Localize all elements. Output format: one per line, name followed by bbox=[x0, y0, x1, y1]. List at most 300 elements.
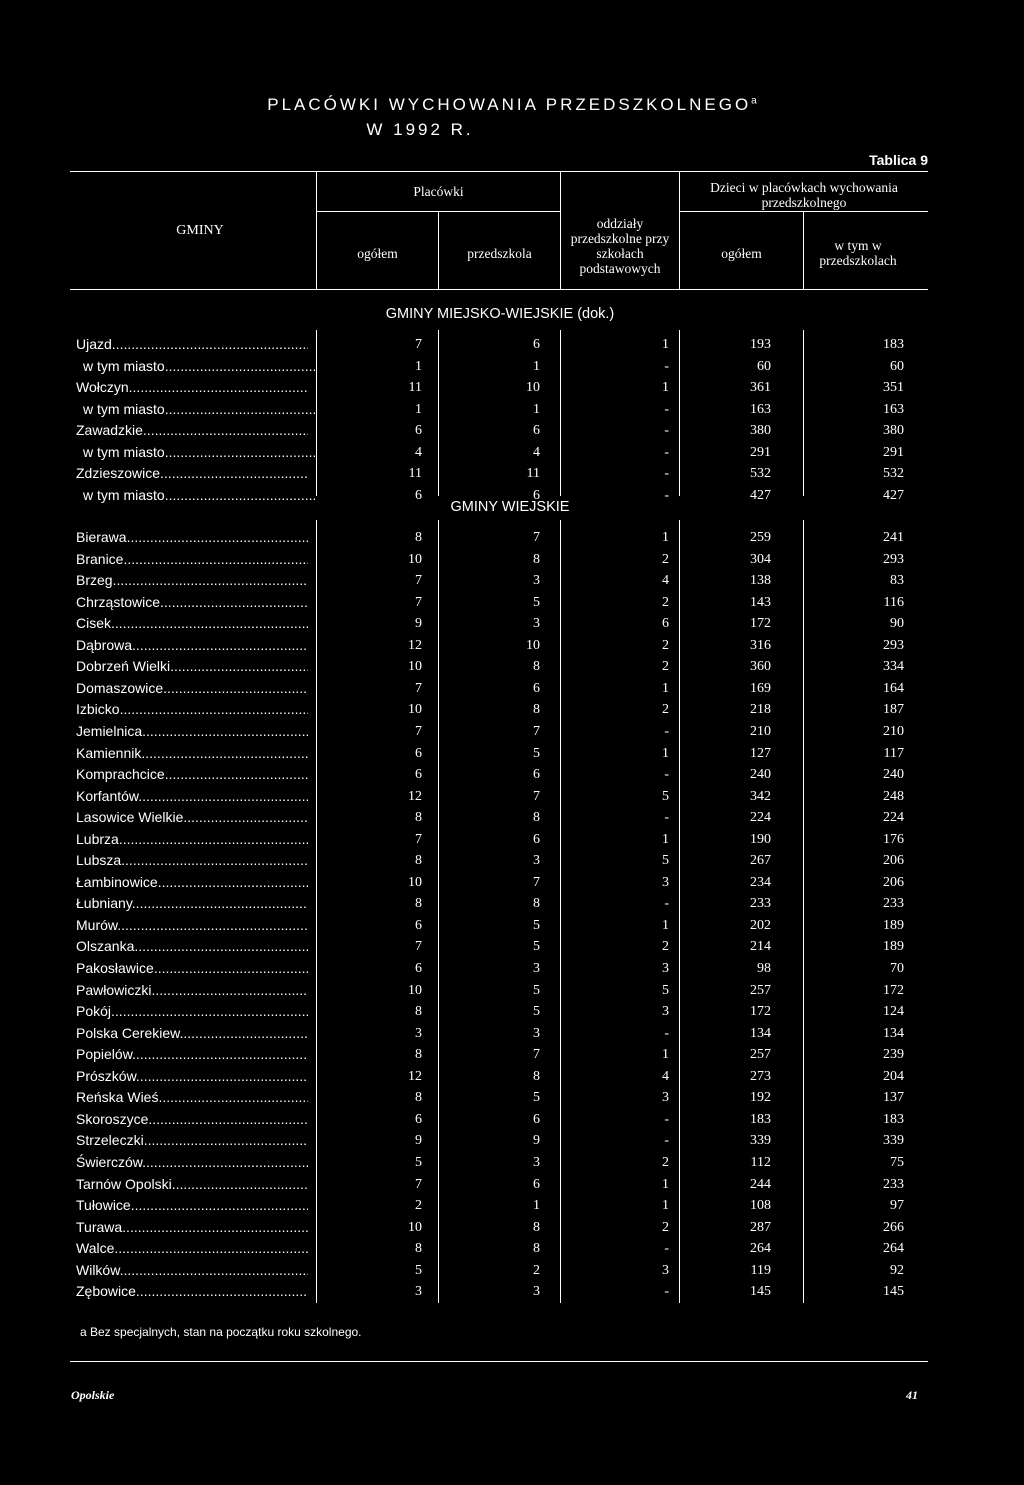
cell-col-5: 248 bbox=[883, 788, 904, 804]
cell-col-2: 6 bbox=[533, 831, 540, 847]
cell-col-1: 1 bbox=[415, 401, 422, 417]
table-row bbox=[0, 1152, 1024, 1173]
cell-col-3: 4 bbox=[662, 1068, 669, 1084]
cell-col-5: 233 bbox=[883, 1176, 904, 1192]
cell-col-1: 9 bbox=[415, 1133, 422, 1149]
row-label: Tarnów Opolski ..... bbox=[76, 1174, 308, 1195]
cell-col-1: 10 bbox=[408, 551, 422, 567]
header-bottom-rule bbox=[70, 289, 928, 290]
table-row bbox=[0, 980, 1024, 1001]
footer-left: Opolskie bbox=[71, 1388, 115, 1402]
cell-col-5: 176 bbox=[883, 831, 904, 847]
row-label: Komprachcice ..... bbox=[76, 764, 308, 785]
table-row bbox=[0, 893, 1024, 914]
cell-col-3: 5 bbox=[662, 982, 669, 998]
cell-col-3: - bbox=[664, 1133, 669, 1149]
cell-col-1: 8 bbox=[415, 1090, 422, 1106]
cell-col-4: 264 bbox=[750, 1241, 771, 1257]
cell-col-4: 190 bbox=[750, 831, 771, 847]
cell-col-2: 10 bbox=[526, 637, 540, 653]
cell-col-1: 8 bbox=[415, 530, 422, 545]
cell-col-5: 239 bbox=[883, 1047, 904, 1063]
cell-col-3: 2 bbox=[662, 594, 669, 610]
cell-col-5: 134 bbox=[883, 1025, 904, 1041]
row-label: Polska Cerekiew ..... bbox=[76, 1023, 308, 1044]
table-row bbox=[0, 592, 1024, 613]
header-divider bbox=[560, 171, 561, 289]
cell-col-3: 3 bbox=[662, 961, 669, 976]
cell-col-4: 233 bbox=[750, 896, 771, 912]
cell-col-4: 183 bbox=[750, 1111, 771, 1127]
cell-col-5: 189 bbox=[883, 917, 904, 933]
cell-col-5: 116 bbox=[883, 594, 904, 610]
cell-col-5: 293 bbox=[883, 551, 904, 567]
cell-col-4: 361 bbox=[750, 380, 771, 396]
cell-col-2: 10 bbox=[526, 380, 540, 396]
cell-col-1: 2 bbox=[415, 1198, 422, 1214]
cell-col-2: 7 bbox=[533, 788, 540, 804]
cell-col-4: 291 bbox=[750, 444, 771, 460]
cell-col-2: 6 bbox=[533, 487, 540, 503]
row-label: Lasowice Wielkie ..... bbox=[76, 807, 308, 828]
table-row bbox=[0, 1281, 1024, 1302]
cell-col-3: 2 bbox=[662, 551, 669, 567]
cell-col-2: 1 bbox=[533, 1198, 540, 1214]
cell-col-2: 3 bbox=[533, 616, 540, 632]
cell-col-1: 7 bbox=[415, 573, 422, 589]
cell-col-5: 380 bbox=[883, 423, 904, 439]
cell-col-1: 3 bbox=[415, 1284, 422, 1300]
row-label: Walce ..... bbox=[76, 1238, 308, 1259]
cell-col-3: 6 bbox=[662, 616, 669, 632]
header-ogolem: ogółem bbox=[357, 246, 398, 261]
cell-col-1: 7 bbox=[415, 723, 422, 739]
row-label: Zdzieszowice ..... bbox=[76, 463, 308, 484]
cell-col-2: 8 bbox=[533, 810, 540, 826]
row-label: Izbicko ..... bbox=[76, 699, 308, 720]
cell-col-2: 7 bbox=[533, 530, 540, 545]
row-label: Popielów ..... bbox=[76, 1044, 308, 1065]
table-row bbox=[0, 829, 1024, 850]
cell-col-4: 342 bbox=[750, 788, 771, 804]
row-label: w tym miasto ..... bbox=[83, 442, 315, 463]
cell-col-2: 7 bbox=[533, 874, 540, 890]
row-label: Kamiennik ..... bbox=[76, 743, 308, 764]
cell-col-2: 6 bbox=[533, 680, 540, 696]
cell-col-1: 5 bbox=[415, 1154, 422, 1170]
cell-col-4: 234 bbox=[750, 874, 771, 890]
cell-col-2: 3 bbox=[533, 961, 540, 976]
cell-col-1: 6 bbox=[415, 423, 422, 439]
header-oddzialy: oddziały przedszkolne przy szkołach podstawowych bbox=[570, 216, 670, 276]
cell-col-4: 202 bbox=[750, 917, 771, 933]
cell-col-2: 6 bbox=[533, 1111, 540, 1127]
cell-col-2: 5 bbox=[533, 1090, 540, 1106]
cell-col-1: 10 bbox=[408, 874, 422, 890]
cell-col-2: 5 bbox=[533, 939, 540, 955]
cell-col-1: 12 bbox=[408, 637, 422, 653]
cell-col-3: 1 bbox=[662, 1198, 669, 1214]
row-label: Pokój ..... bbox=[76, 1001, 308, 1022]
cell-col-3: 1 bbox=[662, 380, 669, 396]
row-label: w tym miasto ..... bbox=[83, 399, 315, 420]
table-row bbox=[0, 699, 1024, 720]
cell-col-1: 6 bbox=[415, 917, 422, 933]
cell-col-5: 291 bbox=[883, 444, 904, 460]
table-row bbox=[0, 1195, 1024, 1216]
cell-col-1: 9 bbox=[415, 616, 422, 632]
cell-col-3: 1 bbox=[662, 530, 669, 545]
row-label: Chrząstowice ..... bbox=[76, 592, 308, 613]
table-row bbox=[0, 807, 1024, 828]
row-label: Turawa ..... bbox=[76, 1217, 308, 1238]
cell-col-2: 8 bbox=[533, 1241, 540, 1257]
cell-col-5: 210 bbox=[883, 723, 904, 739]
row-label: w tym miasto ..... bbox=[83, 356, 315, 377]
cell-col-4: 427 bbox=[750, 487, 771, 503]
cell-col-4: 316 bbox=[750, 637, 771, 653]
cell-col-4: 127 bbox=[750, 745, 771, 761]
cell-col-3: 2 bbox=[662, 702, 669, 718]
cell-col-2: 3 bbox=[533, 1284, 540, 1300]
cell-col-4: 112 bbox=[750, 1154, 771, 1170]
cell-col-3: 5 bbox=[662, 788, 669, 804]
table-row bbox=[0, 1066, 1024, 1087]
cell-col-1: 8 bbox=[415, 853, 422, 869]
cell-col-2: 2 bbox=[533, 1262, 540, 1278]
cell-col-1: 12 bbox=[408, 788, 422, 804]
row-label: Skoroszyce ..... bbox=[76, 1109, 308, 1130]
row-label: Świerczów ..... bbox=[76, 1152, 308, 1173]
cell-col-3: 1 bbox=[662, 337, 669, 352]
cell-col-1: 8 bbox=[415, 1241, 422, 1257]
cell-col-2: 5 bbox=[533, 917, 540, 933]
cell-col-5: 90 bbox=[890, 616, 904, 632]
row-label: Łubniany ..... bbox=[76, 893, 308, 914]
cell-col-3: 2 bbox=[662, 659, 669, 675]
cell-col-2: 8 bbox=[533, 551, 540, 567]
table-row bbox=[0, 1109, 1024, 1130]
cell-col-4: 163 bbox=[750, 401, 771, 417]
table-row bbox=[0, 743, 1024, 764]
cell-col-3: - bbox=[664, 810, 669, 826]
row-label: Ujazd ..... bbox=[76, 334, 308, 355]
header-gminy: GMINY bbox=[176, 223, 224, 238]
cell-col-5: 124 bbox=[883, 1004, 904, 1020]
cell-col-5: 206 bbox=[883, 853, 904, 869]
cell-col-4: 172 bbox=[750, 1004, 771, 1020]
row-label: Wilków ..... bbox=[76, 1260, 308, 1281]
cell-col-3: 3 bbox=[662, 1262, 669, 1278]
cell-col-3: 2 bbox=[662, 939, 669, 955]
table-row bbox=[0, 1087, 1024, 1108]
header-divider bbox=[679, 171, 680, 289]
cell-col-4: 257 bbox=[750, 1047, 771, 1063]
table-row bbox=[0, 1238, 1024, 1259]
cell-col-3: - bbox=[664, 401, 669, 417]
cell-col-5: 241 bbox=[883, 530, 904, 545]
section-title: GMINY WIEJSKIE bbox=[450, 499, 570, 515]
footer-rule bbox=[70, 1361, 928, 1362]
cell-col-4: 273 bbox=[750, 1068, 771, 1084]
table-row bbox=[0, 356, 1024, 377]
cell-col-5: 189 bbox=[883, 939, 904, 955]
table-label: Tablica 9 bbox=[869, 152, 928, 168]
cell-col-4: 60 bbox=[757, 358, 771, 374]
cell-col-3: 3 bbox=[662, 874, 669, 890]
cell-col-3: 3 bbox=[662, 1004, 669, 1020]
row-label: Prószków ..... bbox=[76, 1066, 308, 1087]
cell-col-5: 293 bbox=[883, 637, 904, 653]
cell-col-2: 9 bbox=[533, 1133, 540, 1149]
header-dzieci-ogolem: ogółem bbox=[721, 246, 762, 261]
cell-col-2: 8 bbox=[533, 1068, 540, 1084]
dzieci-rule bbox=[680, 211, 928, 212]
cell-col-1: 7 bbox=[415, 680, 422, 696]
row-label: Jemielnica ..... bbox=[76, 721, 308, 742]
table-row bbox=[0, 656, 1024, 677]
cell-col-1: 8 bbox=[415, 896, 422, 912]
footnote: a Bez specjalnych, stan na początku roku szkolnego. bbox=[80, 1325, 362, 1339]
cell-col-1: 7 bbox=[415, 1176, 422, 1192]
table-row bbox=[0, 958, 1024, 979]
cell-col-5: 224 bbox=[883, 810, 904, 826]
cell-col-1: 11 bbox=[408, 380, 422, 396]
header-przedszkola: przedszkola bbox=[467, 246, 532, 261]
footer-page-number: 41 bbox=[906, 1388, 918, 1402]
table-row bbox=[0, 1130, 1024, 1151]
cell-col-3: 3 bbox=[662, 1090, 669, 1106]
cell-col-4: 134 bbox=[750, 1025, 771, 1041]
table-row bbox=[0, 850, 1024, 871]
cell-col-3: 2 bbox=[662, 637, 669, 653]
table-row bbox=[0, 721, 1024, 742]
cell-col-1: 6 bbox=[415, 961, 422, 976]
cell-col-4: 380 bbox=[750, 423, 771, 439]
cell-col-4: 108 bbox=[750, 1198, 771, 1214]
row-label: Lubsza ..... bbox=[76, 850, 308, 871]
cell-col-1: 7 bbox=[415, 594, 422, 610]
cell-col-4: 169 bbox=[750, 680, 771, 696]
table-row bbox=[0, 334, 1024, 355]
cell-col-3: - bbox=[664, 358, 669, 374]
page-title: PLACÓWKI WYCHOWANIA PRZEDSZKOLNEGO$^a$ bbox=[267, 95, 757, 114]
cell-col-2: 11 bbox=[526, 466, 540, 482]
cell-col-3: 2 bbox=[662, 1219, 669, 1235]
row-label: Zębowice ..... bbox=[76, 1281, 308, 1302]
cell-col-4: 304 bbox=[750, 551, 771, 567]
table-row bbox=[0, 764, 1024, 785]
cell-col-5: 264 bbox=[883, 1241, 904, 1257]
row-label: Dąbrowa ..... bbox=[76, 635, 308, 656]
cell-col-5: 172 bbox=[883, 982, 904, 998]
cell-col-4: 119 bbox=[750, 1262, 771, 1278]
row-label: Bierawa ..... bbox=[76, 527, 308, 548]
placowki-rule bbox=[317, 211, 561, 212]
cell-col-1: 6 bbox=[415, 487, 422, 503]
cell-col-5: 60 bbox=[890, 358, 904, 374]
cell-col-4: 360 bbox=[750, 659, 771, 675]
cell-col-2: 3 bbox=[533, 573, 540, 589]
row-label: Olszanka ..... bbox=[76, 936, 308, 957]
cell-col-3: 1 bbox=[662, 1176, 669, 1192]
table-row bbox=[0, 1001, 1024, 1022]
cell-col-3: - bbox=[664, 466, 669, 482]
table-row bbox=[0, 420, 1024, 441]
header-w-tym: w tym w przedszkolach bbox=[819, 238, 897, 268]
cell-col-5: 427 bbox=[883, 487, 904, 503]
table-row bbox=[0, 1023, 1024, 1044]
cell-col-4: 339 bbox=[750, 1133, 771, 1149]
cell-col-5: 233 bbox=[883, 896, 904, 912]
table-row bbox=[0, 1260, 1024, 1281]
row-label: Murów ..... bbox=[76, 915, 308, 936]
header-top-rule bbox=[70, 171, 928, 172]
table-row bbox=[0, 872, 1024, 893]
row-label: Reńska Wieś ..... bbox=[76, 1087, 308, 1108]
cell-col-5: 532 bbox=[883, 466, 904, 482]
cell-col-3: - bbox=[664, 1111, 669, 1127]
table-row bbox=[0, 399, 1024, 420]
cell-col-1: 5 bbox=[415, 1262, 422, 1278]
cell-col-2: 5 bbox=[533, 1004, 540, 1020]
cell-col-5: 163 bbox=[883, 401, 904, 417]
cell-col-3: - bbox=[664, 896, 669, 912]
cell-col-2: 3 bbox=[533, 1154, 540, 1170]
row-label: Cisek ..... bbox=[76, 613, 308, 634]
cell-col-2: 4 bbox=[533, 444, 540, 460]
table-row bbox=[0, 613, 1024, 634]
cell-col-3: 4 bbox=[662, 573, 669, 589]
cell-col-1: 4 bbox=[415, 444, 422, 460]
cell-col-2: 6 bbox=[533, 767, 540, 783]
page-subtitle: W 1992 R. bbox=[366, 120, 474, 139]
cell-col-5: 92 bbox=[890, 1262, 904, 1278]
cell-col-5: 145 bbox=[883, 1284, 904, 1300]
cell-col-5: 75 bbox=[890, 1154, 904, 1170]
section-title: GMINY MIEJSKO-WIEJSKIE (dok.) bbox=[385, 306, 615, 322]
cell-col-1: 8 bbox=[415, 810, 422, 826]
cell-col-3: - bbox=[664, 767, 669, 783]
cell-col-5: 240 bbox=[883, 767, 904, 783]
cell-col-5: 351 bbox=[883, 380, 904, 396]
cell-col-4: 240 bbox=[750, 767, 771, 783]
cell-col-3: - bbox=[664, 487, 669, 503]
cell-col-2: 7 bbox=[533, 1047, 540, 1063]
table-row bbox=[0, 527, 1024, 548]
row-label: Zawadzkie ..... bbox=[76, 420, 308, 441]
cell-col-1: 10 bbox=[408, 702, 422, 718]
row-label: Dobrzeń Wielki ..... bbox=[76, 656, 308, 677]
row-label: Strzeleczki ..... bbox=[76, 1130, 308, 1151]
cell-col-2: 6 bbox=[533, 337, 540, 352]
cell-col-4: 532 bbox=[750, 466, 771, 482]
cell-col-3: - bbox=[664, 723, 669, 739]
cell-col-3: 1 bbox=[662, 1047, 669, 1063]
cell-col-4: 193 bbox=[750, 337, 771, 352]
cell-col-1: 6 bbox=[415, 767, 422, 783]
cell-col-1: 12 bbox=[408, 1068, 422, 1084]
cell-col-1: 6 bbox=[415, 745, 422, 761]
cell-col-5: 183 bbox=[883, 337, 904, 352]
table-row bbox=[0, 915, 1024, 936]
cell-col-1: 8 bbox=[415, 1004, 422, 1020]
cell-col-4: 145 bbox=[750, 1284, 771, 1300]
cell-col-5: 83 bbox=[890, 573, 904, 589]
row-label: Łambinowice ..... bbox=[76, 872, 308, 893]
cell-col-3: - bbox=[664, 1284, 669, 1300]
cell-col-2: 7 bbox=[533, 723, 540, 739]
cell-col-3: - bbox=[664, 444, 669, 460]
cell-col-4: 244 bbox=[750, 1176, 771, 1192]
cell-col-4: 218 bbox=[750, 702, 771, 718]
table-row bbox=[0, 936, 1024, 957]
cell-col-4: 98 bbox=[757, 961, 771, 976]
cell-col-1: 11 bbox=[408, 466, 422, 482]
cell-col-1: 8 bbox=[415, 1047, 422, 1063]
cell-col-1: 3 bbox=[415, 1025, 422, 1041]
cell-col-1: 7 bbox=[415, 831, 422, 847]
row-label: Pakosławice ..... bbox=[76, 958, 308, 979]
cell-col-5: 266 bbox=[883, 1219, 904, 1235]
cell-col-5: 70 bbox=[890, 961, 904, 976]
table-row bbox=[0, 678, 1024, 699]
cell-col-3: - bbox=[664, 1025, 669, 1041]
cell-col-2: 3 bbox=[533, 853, 540, 869]
table-row bbox=[0, 463, 1024, 484]
cell-col-1: 10 bbox=[408, 659, 422, 675]
row-label: Domaszowice ..... bbox=[76, 678, 308, 699]
cell-col-4: 138 bbox=[750, 573, 771, 589]
cell-col-5: 204 bbox=[883, 1068, 904, 1084]
table-row bbox=[0, 635, 1024, 656]
cell-col-5: 187 bbox=[883, 702, 904, 718]
cell-col-5: 137 bbox=[883, 1090, 904, 1106]
cell-col-1: 10 bbox=[408, 1219, 422, 1235]
cell-col-4: 143 bbox=[750, 594, 771, 610]
cell-col-4: 214 bbox=[750, 939, 771, 955]
cell-col-4: 287 bbox=[750, 1219, 771, 1235]
cell-col-5: 206 bbox=[883, 874, 904, 890]
cell-col-1: 7 bbox=[415, 939, 422, 955]
cell-col-5: 117 bbox=[883, 745, 904, 761]
cell-col-2: 5 bbox=[533, 745, 540, 761]
cell-col-2: 5 bbox=[533, 982, 540, 998]
row-label: Branice ..... bbox=[76, 549, 308, 570]
row-label: Brzeg ..... bbox=[76, 570, 308, 591]
table-row bbox=[0, 786, 1024, 807]
header-placowki: Placówki bbox=[413, 184, 464, 199]
row-label: w tym miasto ..... bbox=[83, 485, 315, 506]
cell-col-5: 97 bbox=[890, 1198, 904, 1214]
cell-col-5: 183 bbox=[883, 1111, 904, 1127]
table-row bbox=[0, 442, 1024, 463]
cell-col-3: - bbox=[664, 423, 669, 439]
header-divider bbox=[803, 211, 804, 289]
cell-col-2: 6 bbox=[533, 1176, 540, 1192]
cell-col-2: 8 bbox=[533, 659, 540, 675]
cell-col-3: 1 bbox=[662, 917, 669, 933]
table-row bbox=[0, 1217, 1024, 1238]
row-label: Lubrza ..... bbox=[76, 829, 308, 850]
cell-col-4: 259 bbox=[750, 530, 771, 545]
cell-col-5: 164 bbox=[883, 680, 904, 696]
cell-col-2: 5 bbox=[533, 594, 540, 610]
cell-col-2: 6 bbox=[533, 423, 540, 439]
cell-col-4: 267 bbox=[750, 853, 771, 869]
header-dzieci: Dzieci w placówkach wychowania przedszkolnego bbox=[710, 180, 898, 210]
cell-col-2: 3 bbox=[533, 1025, 540, 1041]
